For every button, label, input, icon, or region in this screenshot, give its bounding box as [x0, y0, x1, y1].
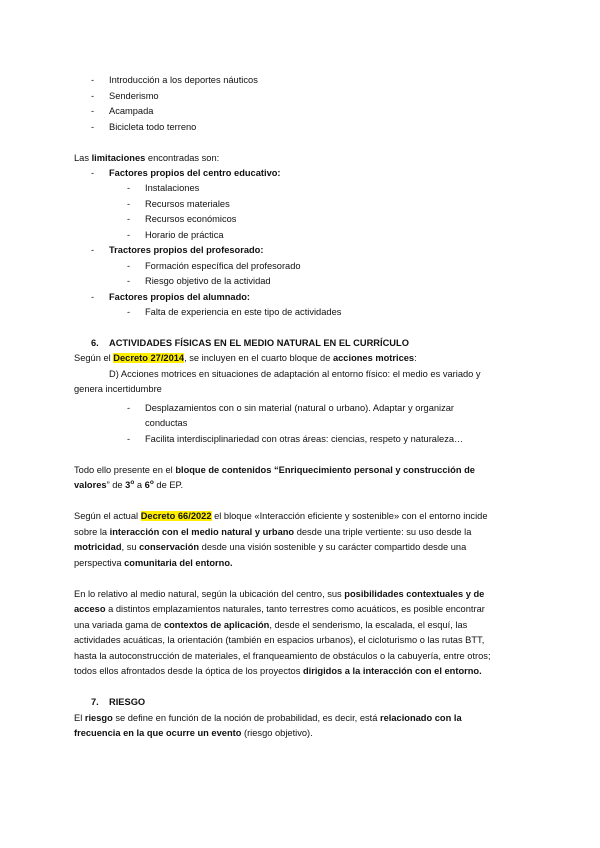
limitation-item: Recursos económicos [145, 214, 237, 224]
contents-block-paragraph: Todo ello presente en el bloque de contenidos “Enriquecimiento personal y construcción de [74, 465, 475, 475]
bullet-dash: - [91, 75, 95, 85]
bullet-dash: - [91, 91, 95, 101]
bullet-dash: - [91, 292, 95, 302]
limitation-item: Instalaciones [145, 183, 200, 193]
activity-item: Bicicleta todo terreno [109, 122, 197, 132]
section-number: 7. [91, 697, 99, 707]
natural-environment-paragraph: hasta la autoconstrucción de materiales, el franqueamiento de obstáculos o la cabuyería, entre otros; [74, 651, 491, 661]
limitations-intro: Las limitaciones encontradas son: [74, 153, 220, 163]
limitation-item: Formación específica del profesorado [145, 261, 301, 271]
decree-2022-paragraph: Según el actual Decreto 66/2022 el bloque «Interacción eficiente y sostenible» con el entorno incide [74, 511, 488, 521]
limitation-group-title: Tractores propios del profesorado: [109, 245, 264, 255]
bullet-dash: - [91, 106, 95, 116]
decree-highlight: Decreto 27/2014 [113, 353, 185, 363]
bullet-dash: - [91, 245, 95, 255]
limitation-item: Horario de práctica [145, 230, 224, 240]
limitation-item: Recursos materiales [145, 199, 230, 209]
natural-environment-paragraph: una variada gama de contextos de aplicación, desde el senderismo, la escalada, el esquí, las [74, 620, 468, 630]
limitation-item: Falta de experiencia en este tipo de actividades [145, 307, 342, 317]
limitation-group-title: Factores propios del centro educativo: [109, 168, 281, 178]
section-number: 6. [91, 338, 99, 348]
natural-environment-paragraph: acceso a distintos emplazamientos naturales, tanto terrestres como acuáticos, es posible encontrar [74, 604, 485, 614]
bullet-dash: - [127, 276, 131, 286]
bullet-dash: - [127, 183, 131, 193]
bullet-dash: - [127, 403, 131, 413]
limitation-item: Riesgo objetivo de la actividad [145, 276, 271, 286]
bullet-dash: - [127, 434, 131, 444]
risk-paragraph: frecuencia en la que ocurre un evento (riesgo objetivo). [74, 728, 313, 738]
section-heading: RIESGO [109, 697, 146, 707]
block-d-line: genera incertidumbre [74, 384, 162, 394]
activity-item: Introducción a los deportes náuticos [109, 75, 258, 85]
bullet-dash: - [127, 307, 131, 317]
section-heading: ACTIVIDADES FÍSICAS EN EL MEDIO NATURAL EN EL CURRÍCULO [109, 338, 409, 348]
bullet-dash: - [91, 168, 95, 178]
bullet-dash: - [127, 199, 131, 209]
bullet-dash: - [127, 230, 131, 240]
limitation-group-title: Factores propios del alumnado: [109, 292, 251, 302]
bullet-dash: - [91, 122, 95, 132]
activity-item: Senderismo [109, 91, 159, 101]
natural-environment-paragraph: actividades acuáticas, la orientación (también en espacios urbanos), el cicloturismo o las rutas BTT, [74, 635, 485, 645]
natural-environment-paragraph: En lo relativo al medio natural, según la ubicación del centro, sus posibilidades contextuales y de [74, 589, 485, 599]
bullet-dash: - [127, 214, 131, 224]
block-d-subitem: conductas [145, 418, 188, 428]
decree-highlight: Decreto 66/2022 [140, 511, 212, 521]
decree-2022-paragraph: perspectiva comunitaria del entorno. [74, 558, 233, 568]
bullet-dash: - [127, 261, 131, 271]
natural-environment-paragraph: todos ellos afrontados desde la óptica de los proyectos dirigidos a la interacción con el entorno. [74, 666, 482, 676]
block-d-subitem: Desplazamientos con o sin material (natural o urbano). Adaptar y organizar [145, 403, 455, 413]
activity-item: Acampada [109, 106, 154, 116]
risk-paragraph: El riesgo se define en función de la noción de probabilidad, es decir, está relacionado con la [74, 713, 462, 723]
decree-2014-paragraph: Según el Decreto 27/2014, se incluyen en el cuarto bloque de acciones motrices: [74, 353, 417, 363]
contents-block-paragraph: valores” de 3$^o$ a 6$^o$ de EP. [74, 479, 184, 490]
block-d-subitem: Facilita interdisciplinariedad con otras áreas: ciencias, respeto y naturaleza… [145, 434, 464, 444]
block-d-line: D) Acciones motrices en situaciones de adaptación al entorno físico: el medio es variado y [109, 369, 481, 379]
decree-2022-paragraph: motricidad, su conservación desde una visión sostenible y su carácter compartido desde una [74, 542, 467, 552]
decree-2022-paragraph: sobre la interacción con el medio natural y urbano desde una triple vertiente: su uso desde la [74, 527, 472, 537]
